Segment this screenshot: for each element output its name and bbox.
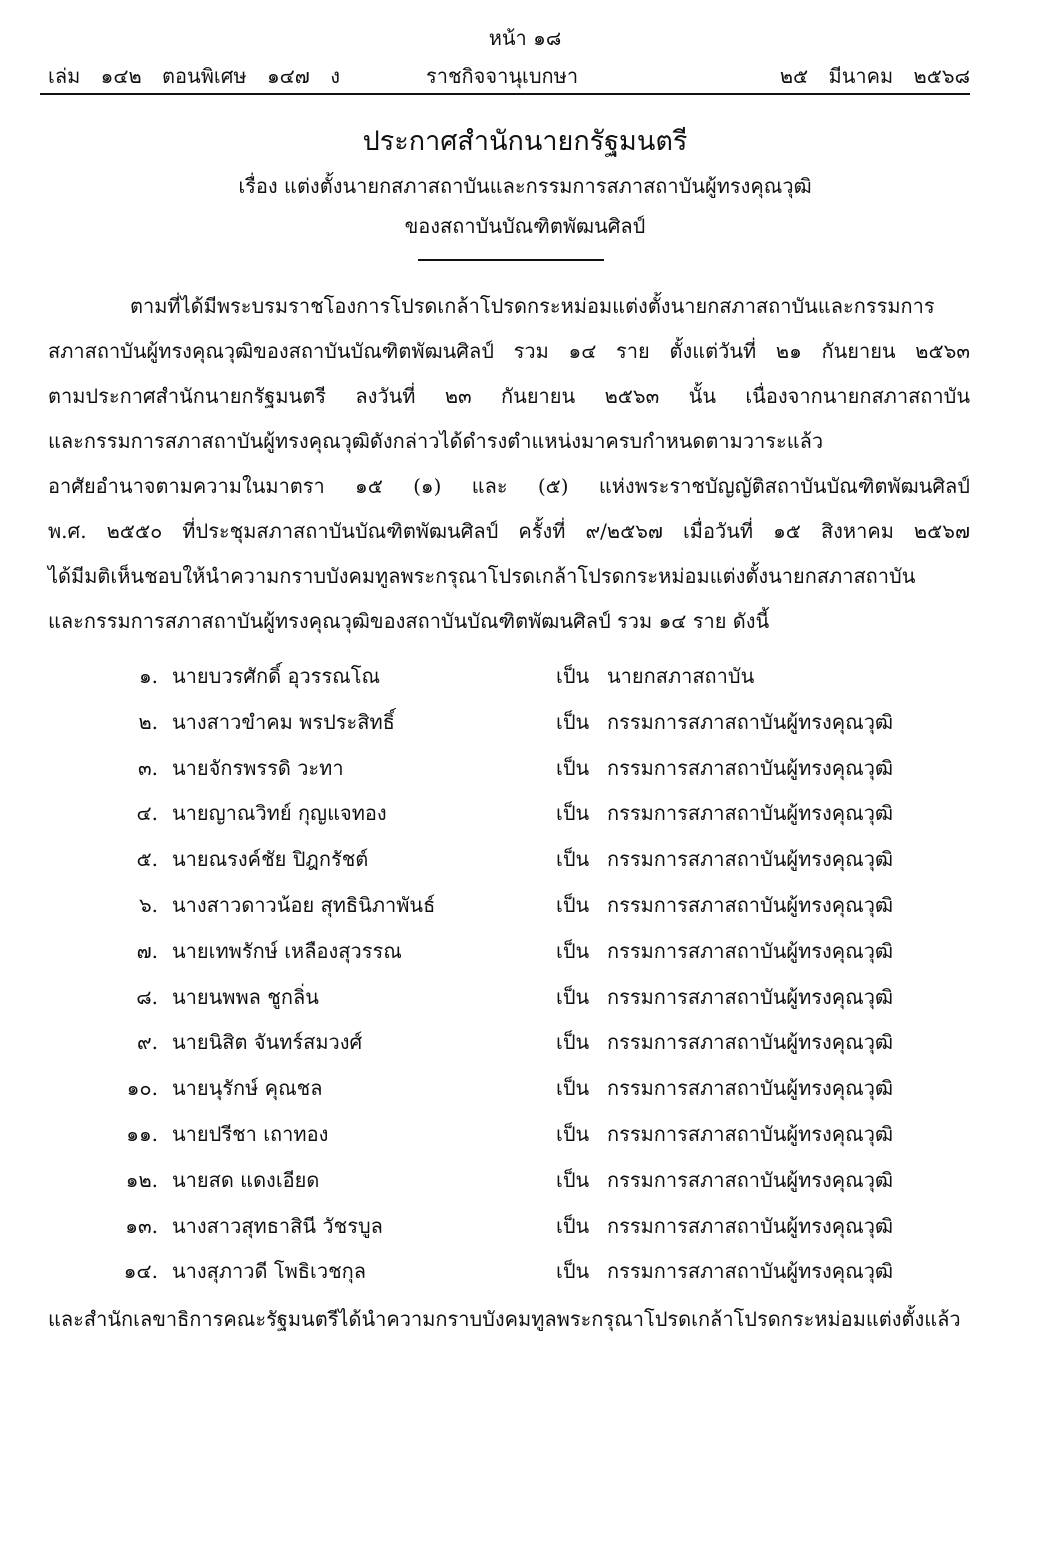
as-label: เป็น: [556, 892, 590, 917]
section-label: ตอนพิเศษ: [162, 64, 247, 88]
appointee-position: กรรมการสภาสถาบันผู้ทรงคุณวุฒิ: [607, 755, 894, 780]
item-number: ๔.: [136, 801, 158, 826]
body-paragraph: [48, 284, 970, 644]
appointee-name: นายปรีชา เถาทอง: [172, 1121, 329, 1146]
as-label: เป็น: [556, 709, 590, 734]
item-number: ๒.: [138, 709, 158, 734]
as-label: เป็น: [556, 1030, 590, 1055]
item-number: ๗.: [136, 938, 158, 963]
list-item: [0, 1158, 1050, 1204]
header-divider: [40, 93, 970, 95]
title-divider: [418, 259, 604, 261]
body-line: ได้มีมติเห็นชอบให้นำความกราบบังคมทูลพระกรุณาโปรดเกล้าโปรดกระหม่อมแต่งตั้งนายกสภาสถาบัน: [48, 564, 916, 588]
appointee-position: กรรมการสภาสถาบันผู้ทรงคุณวุฒิ: [607, 1076, 894, 1101]
appointee-name: นายจักรพรรดิ วะทา: [172, 755, 344, 780]
subject-line-1: เรื่อง แต่งตั้งนายกสภาสถาบันและกรรมการสภาสถาบันผู้ทรงคุณวุฒิ: [238, 174, 812, 198]
gazette-header: [48, 62, 970, 90]
item-number: ๑.: [138, 664, 158, 688]
as-label: เป็น: [556, 1076, 590, 1101]
volume-label: เล่ม: [48, 64, 81, 88]
appointee-name: นายนพพล ชูกลิ่น: [172, 984, 319, 1009]
appointee-name: นางสาวดาวน้อย สุทธินิภาพันธ์: [172, 892, 436, 917]
item-number: ๑๒.: [125, 1167, 158, 1192]
appointee-name: นางสาวสุทธาสินี วัชรบูล: [172, 1213, 383, 1238]
list-item: [0, 746, 1050, 792]
item-number: ๙.: [136, 1030, 158, 1055]
appointee-position: นายกสภาสถาบัน: [607, 664, 755, 688]
publication-date: [766, 62, 970, 90]
appointee-name: นายบวรศักดิ์ อุวรรณโณ: [172, 664, 381, 688]
item-number: ๖.: [138, 892, 158, 917]
body-line: และกรรมการสภาสถาบันผู้ทรงคุณวุฒิดังกล่าวได้ดำรงตำแหน่งมาครบกำหนดตามวาระแล้ว: [48, 429, 824, 453]
appointee-name: นายญาณวิทย์ กุญแจทอง: [172, 801, 387, 826]
appointee-position: กรรมการสภาสถาบันผู้ทรงคุณวุฒิ: [607, 938, 894, 963]
as-label: เป็น: [556, 1213, 590, 1238]
list-item: [0, 791, 1050, 837]
item-number: ๑๓.: [125, 1213, 158, 1238]
date-year: ๒๕๖๘: [913, 64, 970, 88]
item-number: ๕.: [136, 847, 158, 872]
appointee-name: นายนุรักษ์ คุณชล: [172, 1076, 323, 1101]
appointee-position: กรรมการสภาสถาบันผู้ทรงคุณวุฒิ: [607, 847, 894, 872]
as-label: เป็น: [556, 984, 590, 1009]
appointee-position: กรรมการสภาสถาบันผู้ทรงคุณวุฒิ: [607, 1213, 894, 1238]
as-label: เป็น: [556, 801, 590, 826]
appointee-name: นายณรงค์ชัย ปิฎกรัชต์: [172, 847, 369, 872]
date-day: ๒๕: [779, 64, 809, 88]
appointee-position: กรรมการสภาสถาบันผู้ทรงคุณวุฒิ: [607, 1167, 894, 1192]
body-line: อาศัยอำนาจตามความในมาตรา ๑๕ (๑) และ (๕) แห่งพระราชบัญญัติสถาบันบัณฑิตพัฒนศิลป์: [48, 474, 970, 498]
list-item: [0, 1112, 1050, 1158]
volume-section-info: [48, 62, 354, 90]
appointee-name: นายเทพรักษ์ เหลืองสุวรรณ: [172, 938, 402, 963]
document-title: ประกาศสำนักนายกรัฐมนตรี: [362, 126, 688, 157]
page-number: หน้า ๑๘: [488, 26, 562, 50]
appointee-position: กรรมการสภาสถาบันผู้ทรงคุณวุฒิ: [607, 1259, 894, 1284]
as-label: เป็น: [556, 938, 590, 963]
subject-line-2: ของสถาบันบัณฑิตพัฒนศิลป์: [404, 214, 646, 238]
date-month: มีนาคม: [828, 64, 894, 88]
list-item: [0, 1020, 1050, 1066]
item-number: ๘.: [136, 984, 158, 1009]
list-item: [0, 700, 1050, 746]
body-line: ตามประกาศสำนักนายกรัฐมนตรี ลงวันที่ ๒๓ กันยายน ๒๕๖๓ นั้น เนื่องจากนายกสภาสถาบัน: [48, 384, 970, 408]
gazette-name: ราชกิจจานุเบกษา: [426, 64, 579, 88]
item-number: ๑๔.: [123, 1259, 158, 1284]
as-label: เป็น: [556, 1259, 590, 1284]
appointee-position: กรรมการสภาสถาบันผู้ทรงคุณวุฒิ: [607, 1030, 894, 1055]
appointee-position: กรรมการสภาสถาบันผู้ทรงคุณวุฒิ: [607, 1121, 894, 1146]
body-line: ตามที่ได้มีพระบรมราชโองการโปรดเกล้าโปรดกระหม่อมแต่งตั้งนายกสภาสถาบันและกรรมการ: [130, 294, 935, 318]
list-item: [0, 837, 1050, 883]
item-number: ๑๐.: [126, 1076, 158, 1101]
body-line: สภาสถาบันผู้ทรงคุณวุฒิของสถาบันบัณฑิตพัฒนศิลป์ รวม ๑๔ ราย ตั้งแต่วันที่ ๒๑ กันยายน ๒๕๖๓: [48, 339, 970, 363]
volume-number: ๑๔๒: [100, 64, 142, 88]
list-item: [0, 654, 1050, 700]
list-item: [0, 1249, 1050, 1295]
list-item: [0, 883, 1050, 929]
section-number: ๑๔๗: [266, 64, 310, 88]
appointee-position: กรรมการสภาสถาบันผู้ทรงคุณวุฒิ: [607, 801, 894, 826]
appointee-list: [0, 654, 1050, 1295]
item-number: ๓.: [137, 755, 158, 780]
as-label: เป็น: [556, 755, 590, 780]
item-number: ๑๑.: [126, 1121, 158, 1146]
appointee-position: กรรมการสภาสถาบันผู้ทรงคุณวุฒิ: [607, 892, 894, 917]
list-item: [0, 975, 1050, 1021]
as-label: เป็น: [556, 664, 590, 688]
as-label: เป็น: [556, 1121, 590, 1146]
appointee-name: นายนิสิต จันทร์สมวงศ์: [172, 1030, 363, 1055]
as-label: เป็น: [556, 1167, 590, 1192]
closing-sentence: และสำนักเลขาธิการคณะรัฐมนตรีได้นำความกราบบังคมทูลพระกรุณาโปรดเกล้าโปรดกระหม่อมแต่งตั้งแล้ว: [48, 1307, 961, 1331]
appointee-name: นายสด แดงเอียด: [172, 1167, 320, 1192]
appointee-name: นางสุภาวดี โพธิเวชกุล: [172, 1259, 367, 1284]
appointee-position: กรรมการสภาสถาบันผู้ทรงคุณวุฒิ: [607, 984, 894, 1009]
appointee-position: กรรมการสภาสถาบันผู้ทรงคุณวุฒิ: [607, 709, 894, 734]
list-item: [0, 1066, 1050, 1112]
section-letter: ง: [330, 64, 340, 88]
body-line: และกรรมการสภาสถาบันผู้ทรงคุณวุฒิของสถาบันบัณฑิตพัฒนศิลป์ รวม ๑๔ ราย ดังนี้: [48, 609, 770, 633]
as-label: เป็น: [556, 847, 590, 872]
list-item: [0, 1204, 1050, 1250]
list-item: [0, 929, 1050, 975]
appointee-name: นางสาวขำคม พรประสิทธิ์: [172, 709, 395, 734]
body-line: พ.ศ. ๒๕๕๐ ที่ประชุมสภาสถาบันบัณฑิตพัฒนศิลป์ ครั้งที่ ๙/๒๕๖๗ เมื่อวันที่ ๑๕ สิงหาคม ๒๕๖๗: [48, 519, 970, 543]
